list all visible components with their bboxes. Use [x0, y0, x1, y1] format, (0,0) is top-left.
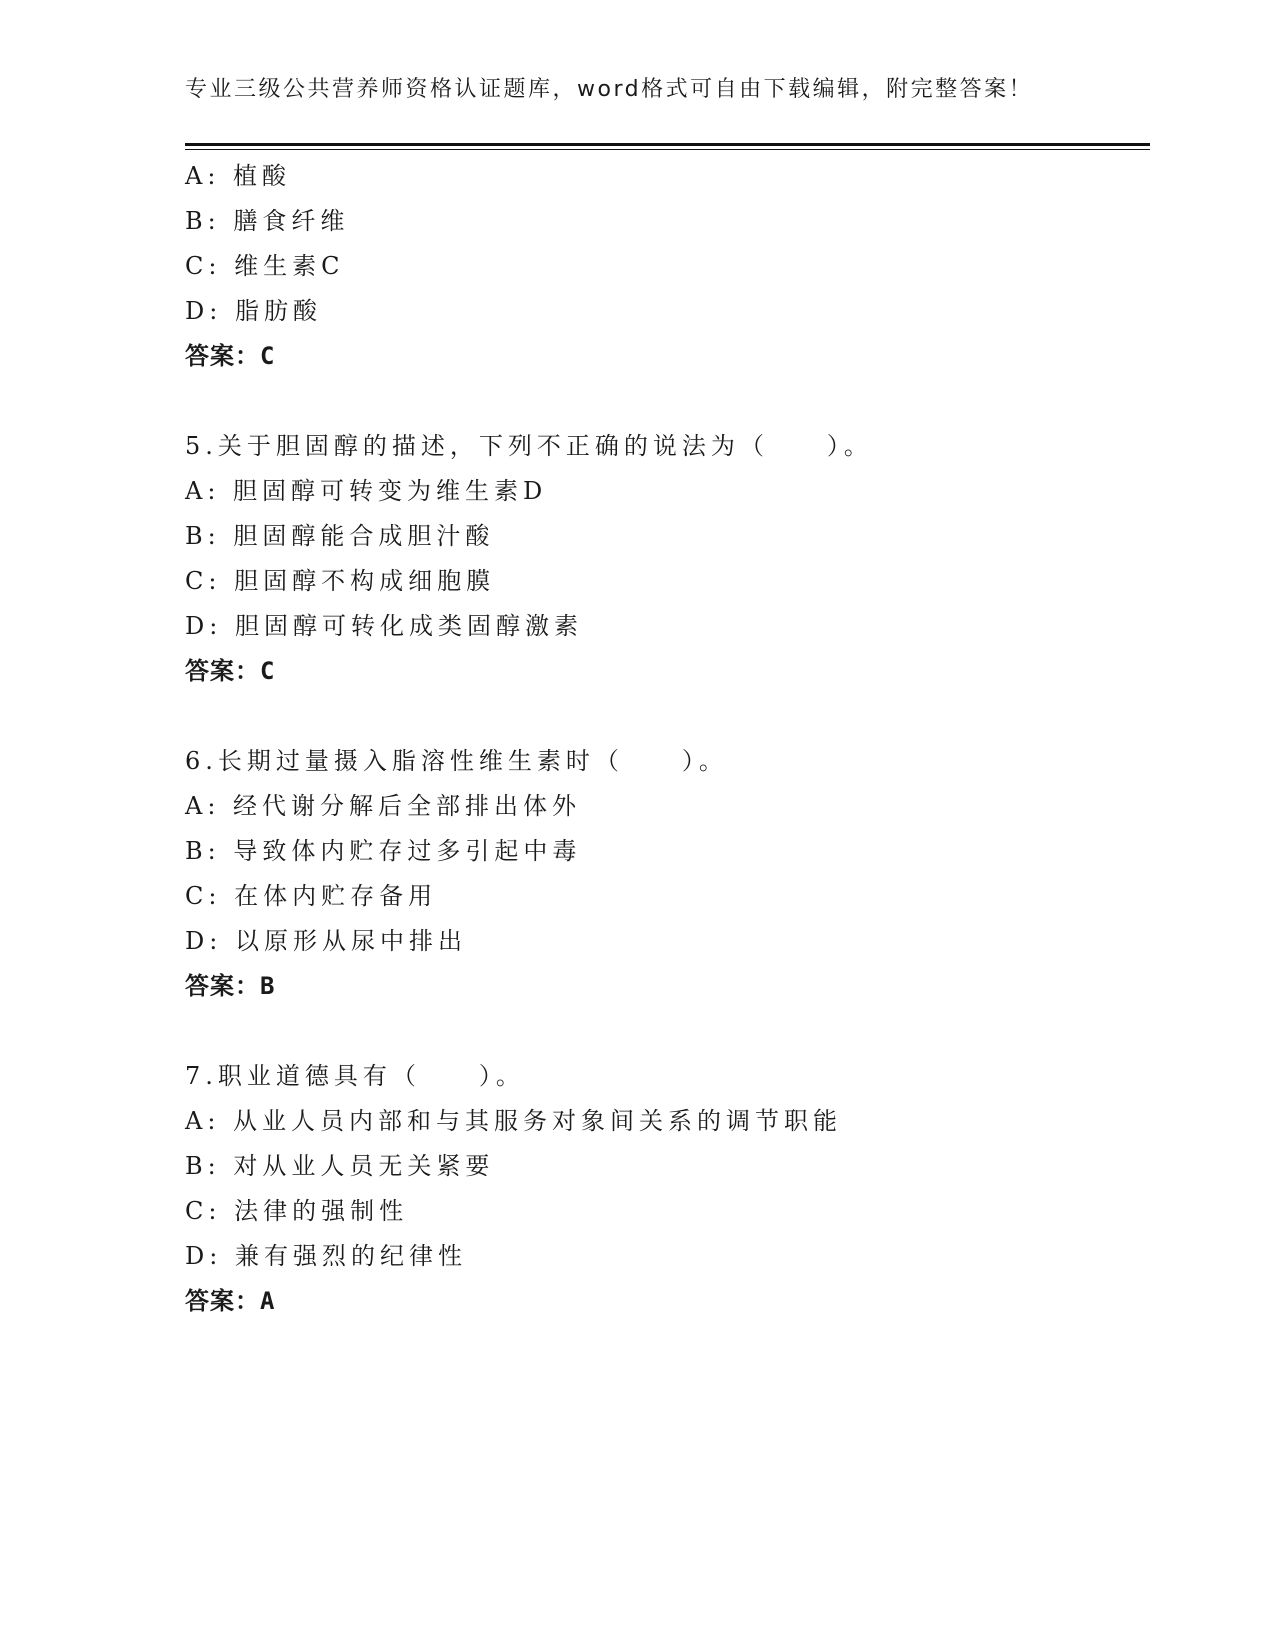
question-stem: 5.关于胆固醇的描述，下列不正确的说法为（ ）。: [185, 432, 873, 460]
answer-line: 答案：A: [185, 1287, 276, 1315]
option-a: A: 植酸: [185, 162, 292, 190]
option-c: C: 在体内贮存备用: [185, 882, 438, 910]
spacer: [185, 694, 1145, 739]
option-c: C: 胆固醇不构成细胞膜: [185, 567, 496, 595]
option-b: B: 膳食纤维: [185, 207, 350, 235]
option-c: C: 法律的强制性: [185, 1197, 409, 1225]
question-block: [185, 424, 1145, 694]
option-b: B: 导致体内贮存过多引起中毒: [185, 837, 582, 865]
option-a: A: 经代谢分解后全部排出体外: [185, 792, 582, 820]
question-block: [185, 1054, 1145, 1324]
question-block: [185, 154, 1145, 379]
option-a: A: 从业人员内部和与其服务对象间关系的调节职能: [185, 1107, 843, 1135]
answer-line: 答案：B: [185, 972, 276, 1000]
page-header: 专业三级公共营养师资格认证题库，word格式可自由下载编辑，附完整答案！: [185, 77, 1034, 102]
option-d: D: 脂肪酸: [185, 297, 322, 325]
option-b: B: 对从业人员无关紧要: [185, 1152, 495, 1180]
option-c: C: 维生素C: [185, 252, 345, 280]
question-stem: 7.职业道德具有（ ）。: [185, 1062, 525, 1090]
question-stem: 6.长期过量摄入脂溶性维生素时（ ）。: [185, 747, 728, 775]
option-d: D: 以原形从尿中排出: [185, 927, 467, 955]
header-rule-thin: [185, 149, 1150, 150]
spacer: [185, 1009, 1145, 1054]
header-rule-thick: [185, 143, 1150, 146]
option-b: B: 胆固醇能合成胆汁酸: [185, 522, 495, 550]
answer-line: 答案：C: [185, 342, 276, 370]
spacer: [185, 379, 1145, 424]
answer-line: 答案：C: [185, 657, 276, 685]
option-d: D: 胆固醇可转化成类固醇激素: [185, 612, 583, 640]
question-list: [185, 154, 1145, 1324]
option-d: D: 兼有强烈的纪律性: [185, 1242, 467, 1270]
question-block: [185, 739, 1145, 1009]
option-a: A: 胆固醇可转变为维生素D: [185, 477, 548, 505]
